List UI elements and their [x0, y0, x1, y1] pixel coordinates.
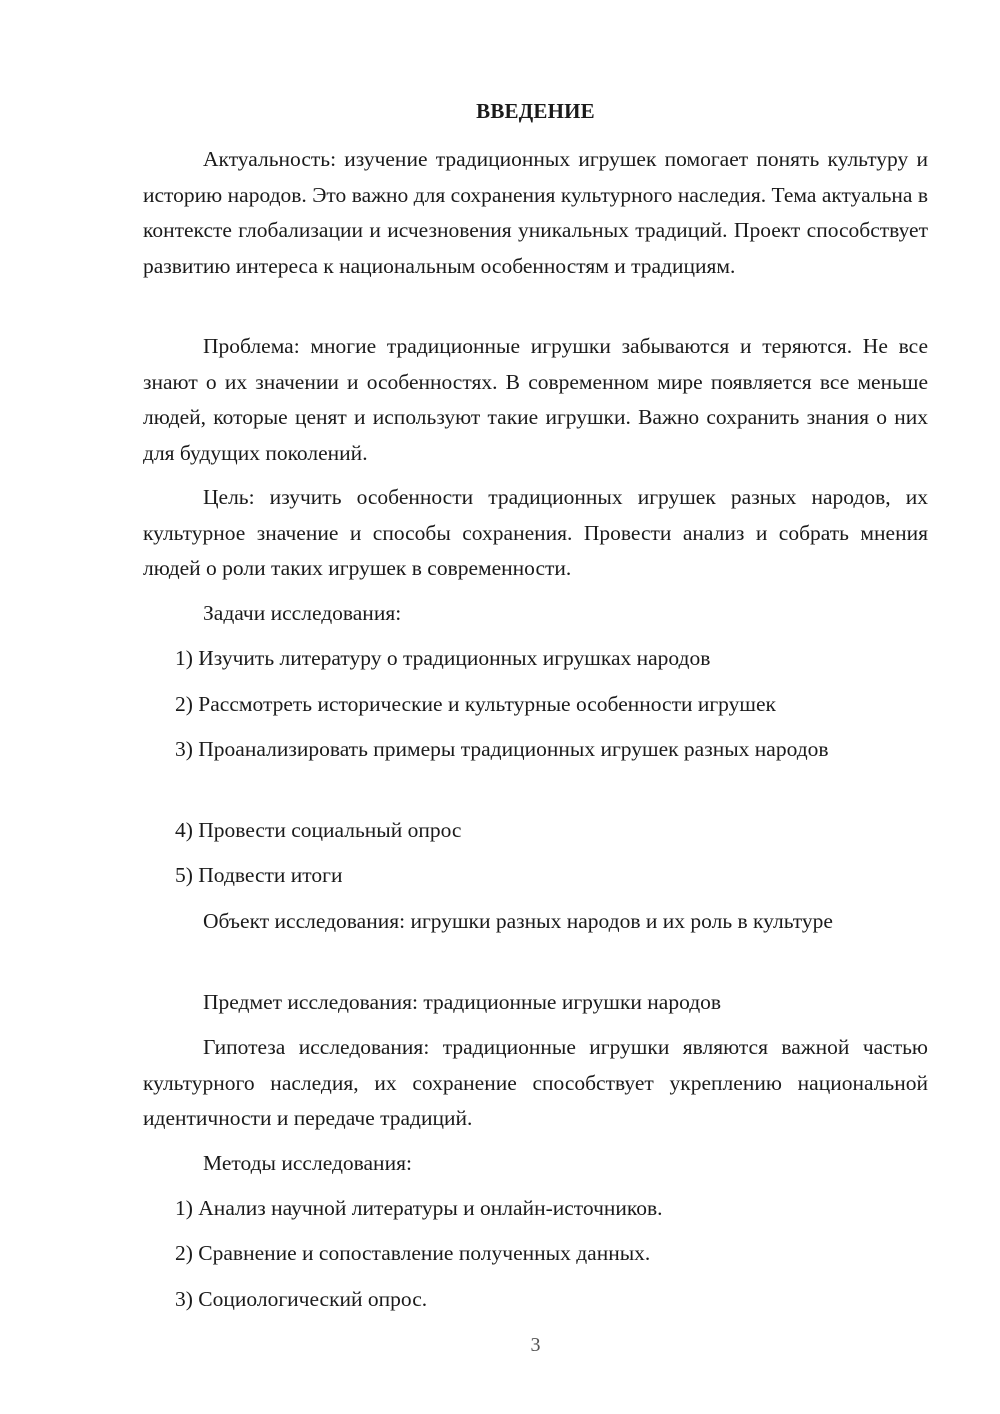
task-item: 1) Изучить литературу о традиционных игрушках народов — [175, 646, 711, 670]
method-item: 2) Сравнение и сопоставление полученных данных. — [175, 1241, 651, 1265]
goal-paragraph: Цель: изучить особенности традиционных игрушек разных народов, их культурное значение и способы сохранения. Провести анализ и собрать мнения людей о роли таких игрушек в современности. — [143, 485, 928, 580]
problem-paragraph: Проблема: многие традиционные игрушки забываются и теряются. Не все знают о их значении и особенностях. В современном мире появляется все меньше людей, которые ценят и используют такие игрушки. Важно сохранить знания о них для будущих поколений. — [143, 334, 928, 465]
subject-paragraph: Предмет исследования: традиционные игрушки народов — [203, 990, 722, 1014]
methods-heading: Методы исследования: — [203, 1151, 412, 1175]
relevance-paragraph: Актуальность: изучение традиционных игрушек помогает понять культуру и историю народов. Это важно для сохранения культурного наследия. Тема актуальна в контексте глобализации и исчезновения уникальных традиций. Проект способствует развитию интереса к национальным особенностям и традициям. — [143, 147, 928, 278]
object-paragraph: Объект исследования: игрушки разных народов и их роль в культуре — [203, 909, 833, 933]
hypothesis-paragraph: Гипотеза исследования: традиционные игрушки являются важной частью культурного наследия, их сохранение способствует укреплению национальной идентичности и передаче традиций. — [143, 1035, 928, 1130]
task-item: 4) Провести социальный опрос — [175, 818, 462, 842]
method-item: 3) Социологический опрос. — [175, 1287, 428, 1311]
page-title: ВВЕДЕНИЕ — [476, 99, 595, 123]
task-item: 5) Подвести итоги — [175, 863, 343, 887]
method-item: 1) Анализ научной литературы и онлайн-источников. — [175, 1196, 663, 1220]
document-page — [143, 0, 928, 1414]
page-number: 3 — [530, 1334, 541, 1356]
task-item: 3) Проанализировать примеры традиционных игрушек разных народов — [175, 737, 829, 761]
task-item: 2) Рассмотреть исторические и культурные особенности игрушек — [175, 692, 776, 716]
tasks-heading: Задачи исследования: — [203, 601, 402, 625]
